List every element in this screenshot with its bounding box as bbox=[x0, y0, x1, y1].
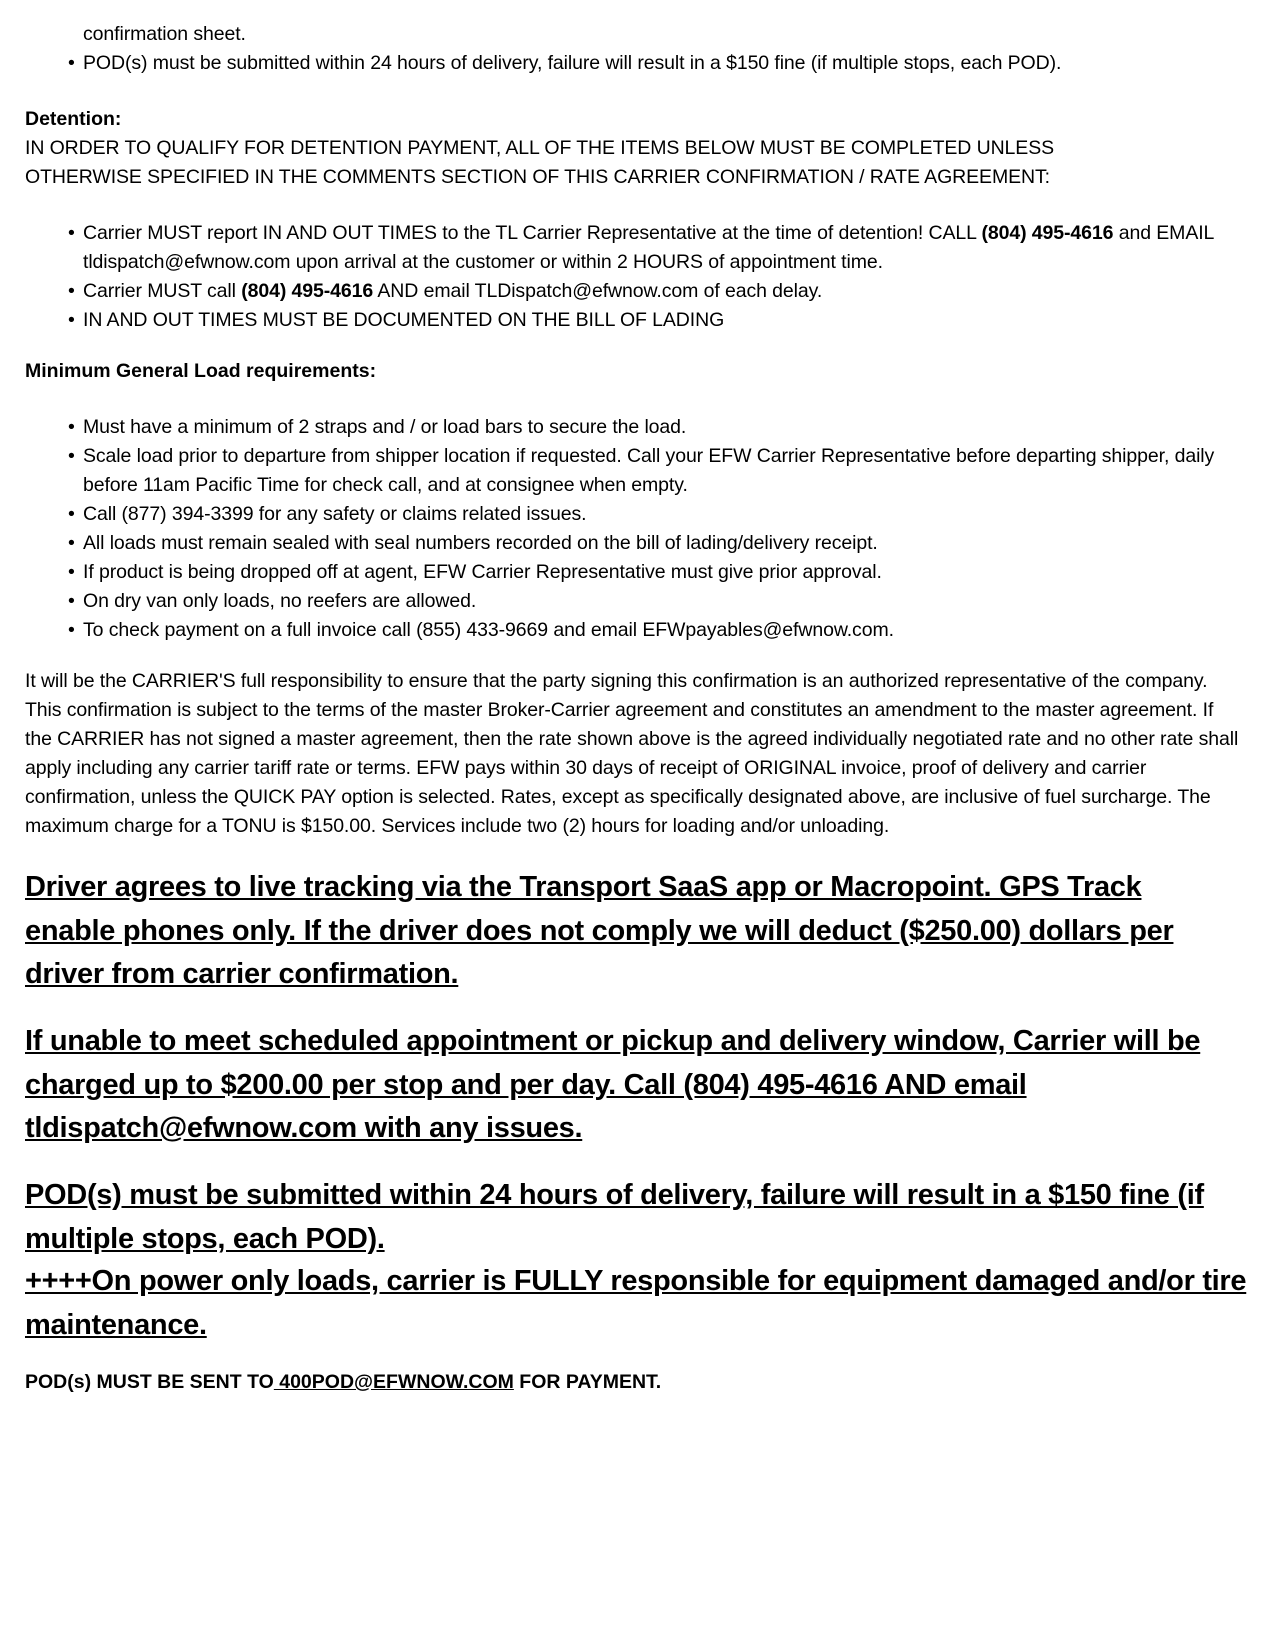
detention-intro: IN ORDER TO QUALIFY FOR DETENTION PAYMENT, ALL OF THE ITEMS BELOW MUST BE COMPLETED UNLESS OTHERWISE SPECIFIED IN THE COMMENTS SECTION OF THIS CARRIER CONFIRMATION / RATE AGREEMENT: bbox=[25, 137, 1055, 188]
detention-heading: Detention: bbox=[25, 108, 122, 130]
detention-section bbox=[25, 105, 1260, 335]
appointment-notice: If unable to meet scheduled appointment or pickup and delivery window, Carrier will be charged up to $200.00 per stop and per day. Call (804) 495-4616 AND email tldispatch@efwnow.com with any issues. bbox=[25, 1025, 1201, 1144]
detention-item-3: • IN AND OUT TIMES MUST BE DOCUMENTED ON THE BILL OF LADING bbox=[83, 306, 1263, 335]
detention-item-1 bbox=[83, 219, 1263, 277]
continuation-text: confirmation sheet. bbox=[83, 23, 246, 45]
pod-email-link[interactable]: 400POD@EFWNOW.COM bbox=[273, 1371, 514, 1393]
minimum-item-6: • On dry van only loads, no reefers are allowed. bbox=[83, 587, 1268, 616]
minimum-section bbox=[25, 357, 1260, 645]
detention-phone-2: (804) 495-4616 bbox=[241, 280, 374, 302]
pod-footer bbox=[25, 1368, 1260, 1397]
detention-item-1-pre: Carrier MUST report IN AND OUT TIMES to the TL Carrier Representative at the time of detention! CALL bbox=[83, 222, 982, 244]
tracking-notice: Driver agrees to live tracking via the Transport SaaS app or Macropoint. GPS Track enable phones only. If the driver does not comply we will deduct ($250.00) dollars per driver from carrier confirmation. bbox=[25, 871, 1174, 990]
minimum-item-1: • Must have a minimum of 2 straps and / or load bars to secure the load. bbox=[83, 413, 1268, 442]
power-only-notice: ++++On power only loads, carrier is FULLY responsible for equipment damaged and/or tire maintenance. bbox=[25, 1265, 1247, 1341]
detention-item-2-pre: Carrier MUST call bbox=[83, 280, 242, 302]
pod-footer-pre: POD(s) MUST BE SENT TO bbox=[25, 1371, 274, 1393]
minimum-item-2: • Scale load prior to departure from shipper location if requested. Call your EFW Carrier Representative before departing shipper, daily before 11am Pacific Time for check call, and at consignee when empty. bbox=[83, 442, 1268, 500]
detention-item-2-post: AND email TLDispatch@efwnow.com of each delay. bbox=[373, 280, 823, 302]
terms-paragraph: It will be the CARRIER'S full responsibility to ensure that the party signing this confirmation is an authorized representative of the company. This confirmation is subject to the terms of the master Broker-Carrier agreement and constitutes an amendment to the master agreement. If the CARRIER has not signed a master agreement, then the rate shown above is the agreed individually negotiated rate and no other rate shall apply including any carrier tariff rate or terms. EFW pays within 30 days of receipt of ORIGINAL invoice, proof of delivery and carrier confirmation, unless the QUICK PAY option is selected. Rates, except as specifically designated above, are inclusive of fuel surcharge. The maximum charge for a TONU is $150.00. Services include two (2) hours for loading and/or unloading. bbox=[25, 670, 1239, 837]
pod-bullet: • POD(s) must be submitted within 24 hours of delivery, failure will result in a $150 fine (if multiple stops, each POD). bbox=[83, 49, 1260, 78]
pod-footer-post: FOR PAYMENT. bbox=[513, 1371, 662, 1393]
minimum-item-5: • If product is being dropped off at agent, EFW Carrier Representative must give prior approval. bbox=[83, 558, 1268, 587]
minimum-heading: Minimum General Load requirements: bbox=[25, 360, 377, 382]
top-section bbox=[25, 20, 1260, 78]
detention-phone-1: (804) 495-4616 bbox=[981, 222, 1114, 244]
minimum-item-7: • To check payment on a full invoice call (855) 433-9669 and email EFWpayables@efwnow.com. bbox=[83, 616, 1268, 645]
minimum-item-3: • Call (877) 394-3399 for any safety or claims related issues. bbox=[83, 500, 1268, 529]
detention-item-2 bbox=[83, 277, 1263, 306]
pod-notice: POD(s) must be submitted within 24 hours of delivery, failure will result in a $150 fine (if multiple stops, each POD). bbox=[25, 1179, 1204, 1255]
minimum-item-4: • All loads must remain sealed with seal numbers recorded on the bill of lading/delivery receipt. bbox=[83, 529, 1268, 558]
detention-item-1-post: and EMAIL tldispatch@efwnow.com upon arrival at the customer or within 2 HOURS of appointment time. bbox=[83, 222, 1214, 273]
